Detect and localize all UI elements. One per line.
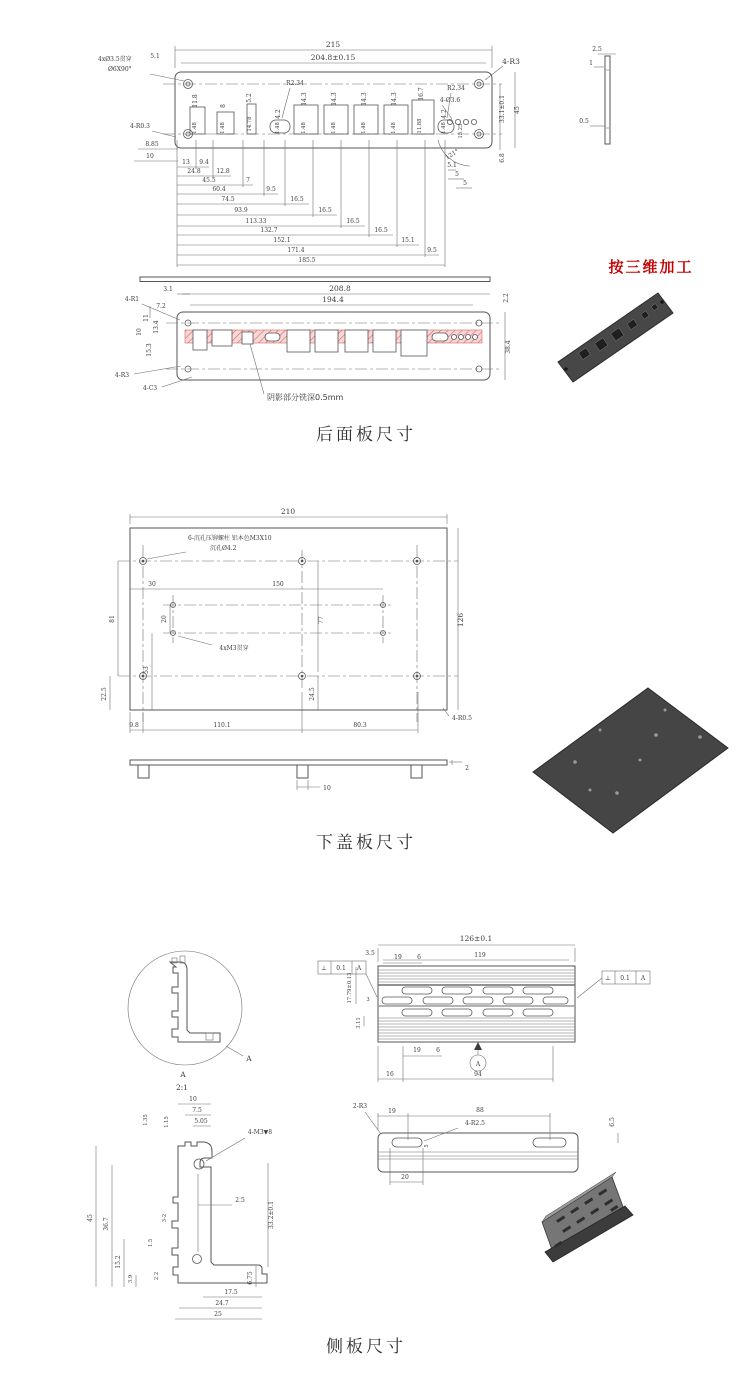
label-4d36: 4-Ø3.6 xyxy=(439,97,461,104)
dim-cs-332: 33.2±0.1 xyxy=(268,1201,275,1229)
label-2r3: 2-R3 xyxy=(352,1103,368,1110)
dim-1: 1 xyxy=(589,60,593,67)
cutout-height: 14.3 xyxy=(301,92,308,106)
dim: 9.4 xyxy=(199,159,209,166)
side-cross-section-view xyxy=(87,1096,275,1319)
dim-1944: 194.4 xyxy=(322,295,344,304)
dim-cs-25b: 25 xyxy=(214,1311,222,1318)
dim-68: 6.8 xyxy=(499,153,506,163)
dim-3: 3 xyxy=(366,997,370,1003)
dim-94: 94 xyxy=(474,1071,482,1078)
dim-cs-15: 1.5 xyxy=(148,1238,154,1248)
detail-ref-a: A xyxy=(246,1054,252,1063)
label-4m3: 4-M3▼8 xyxy=(247,1129,273,1136)
dim-331: 33.1±0.1 xyxy=(499,95,506,123)
label-4r3: 4-R3 xyxy=(502,57,520,66)
dim-cs-505: 5.05 xyxy=(194,1118,208,1125)
dim-cs-32: 3-2 xyxy=(162,1213,168,1223)
dim-19b: 19 xyxy=(413,1047,421,1054)
stud-note-1: 6-沉孔压铆螺柱 铝本色M3X10 xyxy=(188,535,272,542)
bottom-cover-side-view xyxy=(130,760,469,792)
cutout-width: 1.48 xyxy=(391,122,397,134)
dim: 74.5 xyxy=(221,196,235,203)
dim: 9.5 xyxy=(266,186,276,193)
dim-1101: 110.1 xyxy=(213,722,231,729)
dim: 93.9 xyxy=(234,207,248,214)
caption-side: 侧板尺寸 xyxy=(326,1337,406,1357)
hatch-note: 阴影部分铣深0.5mm xyxy=(267,393,344,402)
dim-98: 9.8 xyxy=(129,722,139,729)
caption-bottom: 下盖板尺寸 xyxy=(316,833,416,853)
cutout-height: 14.3 xyxy=(361,92,368,106)
dim-2088: 208.8 xyxy=(329,284,351,293)
dim-cs-115: 1.15 xyxy=(164,1116,170,1128)
label-r234a: R2.34 xyxy=(286,80,304,87)
dim-br-5: 5 xyxy=(424,1144,430,1148)
cutout-width: 1.48 xyxy=(220,122,226,134)
dim-77: 77 xyxy=(318,616,325,624)
dim-885: 8.85 xyxy=(145,141,159,148)
cutout-height: 16.7 xyxy=(418,87,425,101)
dim-6b: 6 xyxy=(436,1047,440,1054)
dim: 132.7 xyxy=(260,227,278,234)
rear-panel-3d-view xyxy=(558,258,694,382)
note-csink: Ø6X90° xyxy=(108,66,132,73)
cutout-width: 15.25 xyxy=(458,123,464,139)
dim-25: 2.5 xyxy=(592,46,602,53)
cutout-height: 4.2 xyxy=(441,109,448,119)
dim-cs-75: 7.5 xyxy=(192,1107,202,1114)
dim-br-19: 19 xyxy=(388,1108,396,1115)
dim-6t: 6 xyxy=(417,954,421,961)
dim: 7 xyxy=(246,177,250,184)
cutout-width: 1.48 xyxy=(275,122,281,134)
dim-153: 15.3 xyxy=(146,343,153,357)
dim-20: 20 xyxy=(161,615,168,623)
rear-panel-edge-view xyxy=(579,46,616,144)
dim: 16.5 xyxy=(374,227,388,234)
dim-angle: 121° xyxy=(444,147,461,162)
tol-datum: A xyxy=(640,975,646,982)
dim-chain-r: 5.1 xyxy=(447,162,457,169)
dim-11: 11 xyxy=(143,314,150,322)
dim-cs-675: 6.75 xyxy=(247,1271,254,1285)
vent-slots xyxy=(382,987,568,1016)
cutout-width: 11.88 xyxy=(417,118,423,134)
machining-note-red: 按三维加工 xyxy=(608,258,694,276)
dim-19t: 19 xyxy=(394,954,402,961)
cutout-height: 11.8 xyxy=(192,94,199,108)
dim-foot-10: 10 xyxy=(323,785,331,792)
dim-chain-r: 5 xyxy=(463,180,467,187)
dim-cs-175: 17.5 xyxy=(224,1289,238,1296)
dim-cs-152: 15.2 xyxy=(115,1255,122,1269)
tol-datum: A xyxy=(356,965,362,972)
dim-245: 24.5 xyxy=(309,687,316,701)
dim-215: 215 xyxy=(325,40,341,49)
dim-cs-367: 36.7 xyxy=(103,1217,110,1231)
dim-10b: 10 xyxy=(136,328,143,336)
dim-10: 10 xyxy=(146,153,154,160)
dim-br-65: 6.5 xyxy=(609,1117,616,1127)
dim-br-88: 88 xyxy=(476,1107,484,1114)
dim: 171.4 xyxy=(287,247,305,254)
detail-scale: 2:1 xyxy=(175,1083,189,1092)
tol-val: 0.1 xyxy=(620,975,630,982)
cutout-width: 1.48 xyxy=(331,122,337,134)
dim-81: 81 xyxy=(109,615,116,623)
dim: 60.4 xyxy=(212,186,226,193)
dim: 24.8 xyxy=(187,168,201,175)
dim: 185.5 xyxy=(298,257,316,264)
side-detail-circle xyxy=(128,951,252,1092)
dim: 15.1 xyxy=(401,237,415,244)
profile-detail-shape xyxy=(170,962,220,1042)
dim-cs-45: 45 xyxy=(87,1214,94,1222)
dim: 12.8 xyxy=(216,168,230,175)
dim-2048: 204.8±0.15 xyxy=(310,53,356,62)
dim-126tol: 126±0.1 xyxy=(459,934,493,943)
tolerance-frame-right xyxy=(577,971,650,998)
dim-45: 45 xyxy=(514,106,521,114)
datum-a: A xyxy=(475,1061,481,1068)
tol-sym: ⊥ xyxy=(605,975,611,982)
bottom-cover-3d-view xyxy=(533,688,728,833)
side-slotted-face-view xyxy=(318,934,650,1082)
dim: 16.5 xyxy=(318,207,332,214)
dim-br-20: 20 xyxy=(401,1174,409,1181)
rear-dim-chain xyxy=(177,140,445,267)
note-holes: 4xØ3.5贯穿 xyxy=(98,56,132,63)
label-4r3b: 4-R3 xyxy=(114,372,130,379)
dim-cs-39: 3.9 xyxy=(128,1274,134,1284)
dim-cs-135: 1.35 xyxy=(143,1114,149,1126)
extrusion-profile xyxy=(172,1142,267,1283)
label-4r1: 4-R1 xyxy=(124,296,140,303)
label-4r25: 4-R2.5 xyxy=(465,1120,485,1127)
dim-119: 119 xyxy=(474,952,486,959)
dim-311: 3.11 xyxy=(356,1017,362,1029)
dim-05: 0.5 xyxy=(579,118,589,125)
stud-note-2: 沉孔Ø4.2 xyxy=(210,545,237,552)
rear-panel-front-view xyxy=(98,40,521,267)
dim-16: 16 xyxy=(386,1071,394,1078)
cutout-height: 5.2 xyxy=(246,93,253,103)
dim: 113.33 xyxy=(245,218,267,225)
side-panel-3d-view xyxy=(542,1172,633,1262)
dim-thickness-2: 2 xyxy=(465,765,469,772)
dim-cs-22: 2.2 xyxy=(154,1271,160,1281)
datum-triangle xyxy=(474,1042,482,1050)
dim-cs-25: 2.5 xyxy=(235,1197,245,1204)
dim-803: 80.3 xyxy=(353,722,367,729)
dim-53: 53 xyxy=(143,666,150,674)
m3-holes xyxy=(171,603,386,636)
dim-225: 22.5 xyxy=(101,687,108,701)
cutout-width: 1.48 xyxy=(192,122,198,134)
dim-150: 150 xyxy=(272,581,284,588)
dim-210: 210 xyxy=(280,507,296,516)
cutout-height: 4.2 xyxy=(275,109,282,119)
cutout-width: 1.48 xyxy=(361,122,367,134)
rivet-studs xyxy=(140,558,421,680)
label-4r05: 4-R0.5 xyxy=(452,715,472,722)
label-4r03: 4-R0.3 xyxy=(130,123,150,130)
cutout-height: 14.3 xyxy=(331,92,338,106)
cutout-width: 1.48 xyxy=(301,122,307,134)
bottom-cover-top-view xyxy=(101,507,472,733)
dim-72: 7.2 xyxy=(156,303,166,310)
dim-22: 2.2 xyxy=(503,293,510,303)
dim: 16.5 xyxy=(290,196,304,203)
tol-sym: ⊥ xyxy=(321,965,327,972)
m3-note: 4xM3贯穿 xyxy=(219,645,249,652)
dim: 152.1 xyxy=(273,237,291,244)
cutout-width: 14.78 xyxy=(247,116,253,132)
dim-cs-247: 24.7 xyxy=(215,1300,229,1307)
dim-51: 5.1 xyxy=(150,53,160,60)
rear-panel-section-view xyxy=(115,277,512,402)
dim-30: 30 xyxy=(148,581,156,588)
dim-35: 3.5 xyxy=(365,950,375,957)
dim: 9.5 xyxy=(427,247,437,254)
dim-134: 13.4 xyxy=(153,320,160,334)
cutout-height: 14.3 xyxy=(391,92,398,106)
caption-rear: 后面板尺寸 xyxy=(316,425,416,445)
dim-384: 38.4 xyxy=(505,340,512,354)
label-r234b: R2.34 xyxy=(447,85,465,92)
tol-val: 0.1 xyxy=(336,965,346,972)
dim-chain-r: 5 xyxy=(455,171,459,178)
dim-cs-10: 10 xyxy=(189,1096,197,1103)
cutout-height: 8 xyxy=(220,104,227,108)
label-4c3: 4-C3 xyxy=(142,385,158,392)
dim: 13 xyxy=(182,159,190,166)
detail-name: A xyxy=(180,1070,186,1079)
dim: 16.5 xyxy=(346,218,360,225)
cutout-width: 1.48 xyxy=(441,122,447,134)
dim: 45.5 xyxy=(202,177,216,184)
dim-31: 3.1 xyxy=(163,286,173,293)
dim-1779: 17.79±0.13 xyxy=(347,972,353,1004)
dim-126: 126 xyxy=(456,612,465,628)
side-bracket-view xyxy=(353,1103,618,1185)
